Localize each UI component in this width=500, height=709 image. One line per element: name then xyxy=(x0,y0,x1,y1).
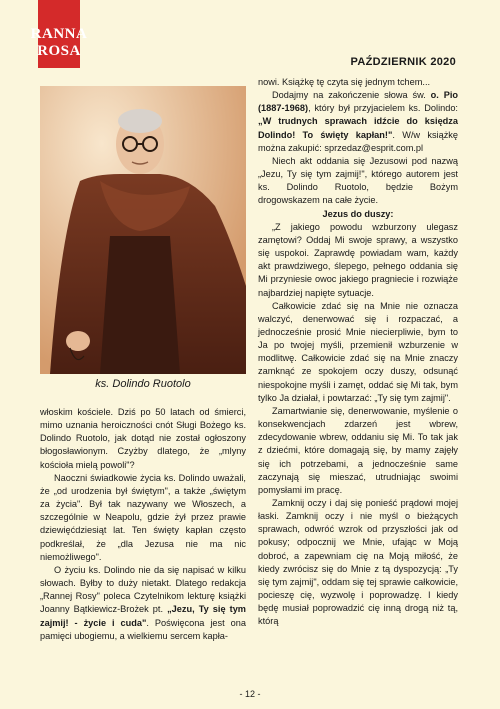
photo-caption: ks. Dolindo Ruotolo xyxy=(95,378,191,390)
issue-date: PAŹDZIERNIK 2020 xyxy=(350,56,456,68)
paragraph: „Z jakiego powodu wzburzony ulegasz zamętowi? Oddaj Mi swoje sprawy, a wszystko się uspokoi. Zaprawdę powiadam wam, każdy akt prawdziwego, ślepego, pełnego oddania się Mi przyniesie owoc jakiego pragniecie i rozwiąże najbardziej napięte sytuacje. xyxy=(258,221,458,298)
section-heading: Jezus do duszy: xyxy=(322,208,394,219)
text-span: . W/w książkę można zakupić: sprzedaz@esprit.com.pl xyxy=(258,129,458,153)
paragraph: Zamknij oczy i daj się ponieść prądowi mojej łaski. Zamknij oczy i nie myśl o bieżących sprawach, odwróć wzrok od przyszłości jak od pokusy; odpocznij we Mnie, ufając w Moją dobroć, a zapewniam cię na Moją miłość, że kiedy zwrócisz się do Mnie z tą dyspozycją: „Ty się tym zajmij", oddam się tej sprawie całkowicie, pocieszę cię, wyzwolę i poprowadzę. I kiedy będę musiał poprowadzić cię inną drogą niż tą, którą xyxy=(258,498,458,627)
logo-line-1: RANNA xyxy=(30,26,88,42)
book-title: „Jezu, Ty się tym zajmij! - życie i cuda" xyxy=(40,604,246,628)
paragraph: nowi. Książkę tę czyta się jednym tchem... xyxy=(258,77,431,87)
paragraph: Całkowicie zdać się na Mnie nie oznacza walczyć, denerwować się i rozpaczać, a jednocześnie prosić Mnie niecierpliwie, bym to Ja po twojej myśli, przemienił wzburzenie w modlitwę. Całkowicie zdać się na Mnie znaczy zamknąć ze spokojem oczy duszy, odsunąć niespokojne myśli i zamęt, oddać się Mi tak, bym tylko Ja działał, i powtarzać: „Ty się tym zajmij". xyxy=(258,300,458,403)
bold-name: o. Pio (1887-1968) xyxy=(258,90,458,114)
paragraph xyxy=(258,89,458,155)
right-text-column xyxy=(258,76,458,629)
page-number: - 12 - xyxy=(239,689,261,699)
paragraph: Zamartwianie się, denerwowanie, myślenie o konsekwencjach zdarzeń jest wbrew, zdecydowanie wbrew, oddaniu się Mi. To tak jak z dziećmi, które domagają się, by mamy zajęły się ich potrzebami, a jednocześnie same zaczynają się mieszać, utrudniając swoimi pomysłami im pracę. xyxy=(258,405,458,495)
text-span: . Poświęcona jest ona pamięci ubogiemu, a wielkiemu sercem kapła- xyxy=(40,617,246,641)
logo-line-2: ROSA xyxy=(37,43,81,59)
left-text-column xyxy=(40,406,246,643)
paragraph: włoskim kościele. Dziś po 50 latach od śmierci, mimo uznania heroiczności cnót Sługi Bożego ks. Dolindo Ruotolo, jak dotąd nie został ogłoszony błogosławionym. Czyżby dlatego, że „mlyny kościoła mielą powoli"? xyxy=(40,407,246,470)
paragraph: Naoczni świadkowie życia ks. Dolindo uważali, że „od urodzenia był świętym", a także „świętym za życia". Był tak nazywany we Włoszech, a szczególnie w Neapolu, gdzie żył przez prawie dziewięćdziesiąt lat. Ten święty kapłan często podkreślał, że „dla Jezusa nie ma nic niemożliwego". xyxy=(40,472,246,562)
portrait-photo xyxy=(40,86,246,374)
bold-quote: „W trudnych sprawach idźcie do księdza Dolindo! To święty kapłan!" xyxy=(258,116,458,140)
ranna-rosa-logo xyxy=(30,0,88,68)
paragraph xyxy=(40,564,246,643)
text-span: , który był przyjacielem ks. Dolindo: xyxy=(308,103,458,114)
text-span: Dodajmy na zakończenie słowa św. xyxy=(272,90,431,101)
paragraph: Niech akt oddania się Jezusowi pod nazwą „Jezu, Ty się tym zajmij!", którego autorem jest ks. Dolindo Ruotolo, będzie Bożym drogowskazem na całe życie. xyxy=(258,155,458,206)
priest-portrait-illustration xyxy=(40,86,246,374)
text-span: O życiu ks. Dolindo nie da się napisać w kilku słowach. Byłby to duży nietakt. Dlatego redakcja „Rannej Rosy" poleca Czytelnikom lekturę książki Joanny Bątkiewicz-Brożek pt. xyxy=(40,564,246,615)
